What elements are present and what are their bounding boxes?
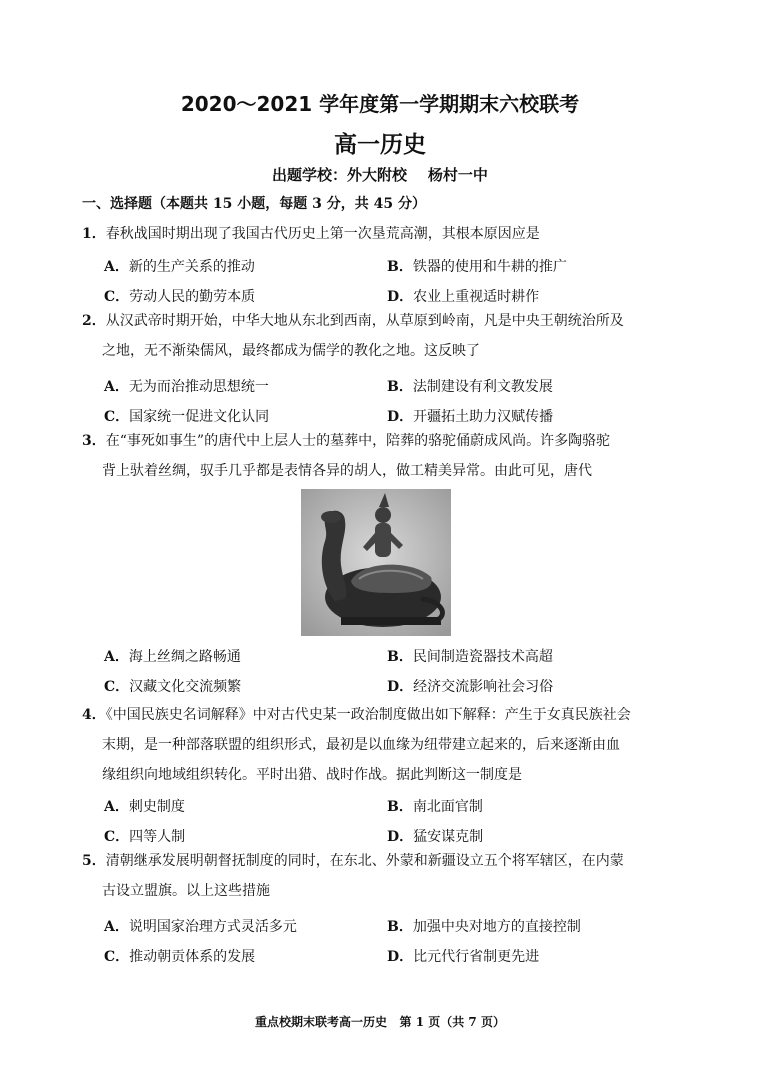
question-stem: 《中国民族史名词解释》中对古代史某一政治制度做出如下解释：产生于女真民族社会 — [105, 707, 631, 723]
question-stem-cont: 末期，是一种部落联盟的组织形式，最初是以血缘为纽带建立起来的，后来逐渐由血 — [102, 737, 620, 753]
exam-schools: 出题学校：外大附校 杨村一中 — [272, 166, 488, 184]
option-a[interactable]: A．刺史制度 — [104, 799, 185, 815]
exam-title: 2020～2021 学年度第一学期期末六校联考 — [180, 92, 580, 116]
option-d[interactable]: D．猛安谋克制 — [387, 829, 484, 845]
question-stem: 清朝继承发展明朝督抚制度的同时，在东北、外蒙和新疆设立五个将军辖区，在内蒙 — [105, 853, 624, 869]
option-d[interactable]: D．开疆拓土助力汉赋传播 — [387, 409, 554, 425]
option-a[interactable]: A．无为而治推动思想统一 — [104, 379, 269, 395]
option-b[interactable]: B．南北面官制 — [387, 799, 483, 815]
exam-subject: 高一历史 — [334, 132, 426, 158]
option-d[interactable]: D．农业上重视适时耕作 — [387, 289, 540, 305]
section-heading: 一、选择题（本题共 15 小题，每题 3 分，共 45 分） — [82, 196, 426, 212]
question-stem-cont: 缘组织向地域组织转化。平时出猎、战时作战。据此判断这一制度是 — [102, 767, 522, 783]
question-number: 1． — [82, 226, 106, 242]
option-d[interactable]: D．经济交流影响社会习俗 — [387, 679, 554, 695]
option-a[interactable]: A．新的生产关系的推动 — [104, 259, 255, 275]
question-2 — [82, 306, 692, 366]
option-a[interactable]: A．说明国家治理方式灵活多元 — [104, 919, 297, 935]
option-b[interactable]: B．民间制造瓷器技术高超 — [387, 649, 553, 665]
option-b[interactable]: B．法制建设有利文教发展 — [387, 379, 553, 395]
option-a[interactable]: A．海上丝绸之路畅通 — [104, 649, 241, 665]
question-number: 2． — [82, 313, 106, 329]
option-c[interactable]: C．汉藏文化交流频繁 — [104, 679, 242, 695]
question-number: 4． — [82, 707, 106, 723]
question-stem-cont: 古设立盟旗。以上这些措施 — [102, 883, 270, 899]
tang-camel-figurine-image — [301, 489, 451, 636]
option-c[interactable]: C．推动朝贡体系的发展 — [104, 949, 256, 965]
question-stem: 春秋战国时期出现了我国古代历史上第一次垦荒高潮，其根本原因应是 — [105, 226, 540, 242]
question-stem-cont: 之地，无不渐染儒风，最终都成为儒学的教化之地。这反映了 — [102, 343, 480, 359]
camel-figurine-illustration — [301, 489, 451, 636]
question-number: 5． — [82, 853, 106, 869]
option-b[interactable]: B．加强中央对地方的直接控制 — [387, 919, 581, 935]
question-number: 3． — [82, 433, 106, 449]
question-5 — [82, 846, 692, 906]
option-c[interactable]: C．四等人制 — [104, 829, 186, 845]
question-stem: 在“事死如事生”的唐代中上层人士的墓葬中，陪葬的骆驼俑蔚成风尚。许多陶骆驼 — [105, 433, 611, 449]
question-stem: 从汉武帝时期开始，中华大地从东北到西南，从草原到岭南，凡是中央王朝统治所及 — [105, 313, 624, 329]
question-3 — [82, 426, 692, 486]
option-d[interactable]: D．比元代行省制更先进 — [387, 949, 540, 965]
option-b[interactable]: B．铁器的使用和牛耕的推广 — [387, 259, 567, 275]
question-1 — [82, 219, 692, 249]
question-4 — [82, 700, 692, 790]
question-stem-cont: 背上驮着丝绸，驭手几乎都是表情各异的胡人，做工精美异常。由此可见，唐代 — [102, 463, 592, 479]
option-c[interactable]: C．国家统一促进文化认同 — [104, 409, 270, 425]
page-footer: 重点校期末联考高一历史 第 1 页（共 7 页） — [255, 1015, 505, 1029]
option-c[interactable]: C．劳动人民的勤劳本质 — [104, 289, 256, 305]
